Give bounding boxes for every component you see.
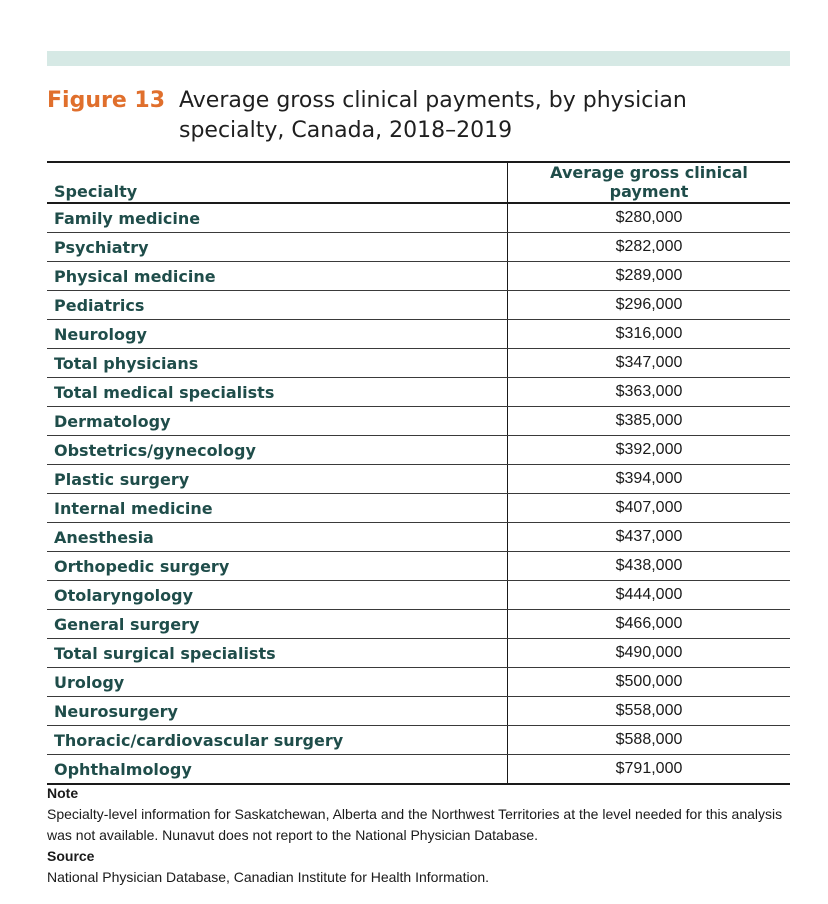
table-row	[47, 726, 790, 755]
table-row	[47, 436, 790, 465]
specialty-cell: Psychiatry	[47, 233, 508, 262]
specialty-cell: Obstetrics/gynecology	[47, 436, 508, 465]
specialty-cell: Total surgical specialists	[47, 639, 508, 668]
payment-cell: $385,000	[508, 407, 791, 436]
table-header-row	[47, 162, 790, 203]
specialty-cell: Neurology	[47, 320, 508, 349]
table-row	[47, 465, 790, 494]
note-text: Specialty-level information for Saskatchewan, Alberta and the Northwest Territories at the level needed for this analysis was not available. Nunavut does not report to the National Physician Database.	[47, 806, 783, 843]
note-heading: Note	[47, 785, 79, 801]
specialty-cell: Orthopedic surgery	[47, 552, 508, 581]
specialty-cell: Thoracic/cardiovascular surgery	[47, 726, 508, 755]
specialty-cell: Plastic surgery	[47, 465, 508, 494]
figure-caption: Average gross clinical payments, by physician specialty, Canada, 2018–2019	[179, 88, 687, 143]
payment-cell: $444,000	[508, 581, 791, 610]
specialty-cell: Ophthalmology	[47, 755, 508, 785]
payment-cell: $407,000	[508, 494, 791, 523]
top-band	[47, 51, 790, 66]
table-row	[47, 349, 790, 378]
figure-label: Figure 13	[47, 88, 166, 113]
specialty-cell: Internal medicine	[47, 494, 508, 523]
payment-cell: $296,000	[508, 291, 791, 320]
table-row	[47, 523, 790, 552]
table-row	[47, 203, 790, 233]
table-body	[47, 203, 790, 784]
table-row	[47, 320, 790, 349]
specialty-cell: General surgery	[47, 610, 508, 639]
table-row	[47, 233, 790, 262]
table-row	[47, 581, 790, 610]
payments-table	[47, 161, 790, 785]
specialty-cell: Anesthesia	[47, 523, 508, 552]
specialty-cell: Urology	[47, 668, 508, 697]
payment-cell: $289,000	[508, 262, 791, 291]
source-heading: Source	[47, 848, 95, 864]
figure-title	[47, 86, 790, 146]
table-row	[47, 697, 790, 726]
table-row	[47, 494, 790, 523]
payment-cell: $588,000	[508, 726, 791, 755]
specialty-cell: Otolaryngology	[47, 581, 508, 610]
table-row	[47, 378, 790, 407]
column-header-payment: Average gross clinical payment	[508, 162, 791, 203]
payment-cell: $347,000	[508, 349, 791, 378]
table-row	[47, 552, 790, 581]
specialty-cell: Total medical specialists	[47, 378, 508, 407]
specialty-cell: Family medicine	[47, 203, 508, 233]
column-header-specialty: Specialty	[47, 162, 508, 203]
payment-cell: $500,000	[508, 668, 791, 697]
payment-cell: $316,000	[508, 320, 791, 349]
table-row	[47, 262, 790, 291]
payment-cell: $791,000	[508, 755, 791, 785]
table-row	[47, 291, 790, 320]
payment-cell: $280,000	[508, 203, 791, 233]
specialty-cell: Neurosurgery	[47, 697, 508, 726]
table-row	[47, 755, 790, 785]
payment-cell: $437,000	[508, 523, 791, 552]
payment-cell: $438,000	[508, 552, 791, 581]
specialty-cell: Physical medicine	[47, 262, 508, 291]
table-row	[47, 639, 790, 668]
specialty-cell: Total physicians	[47, 349, 508, 378]
source-text: National Physician Database, Canadian Institute for Health Information.	[47, 869, 490, 885]
payment-cell: $363,000	[508, 378, 791, 407]
notes-section	[47, 783, 797, 888]
payment-cell: $466,000	[508, 610, 791, 639]
table-row	[47, 668, 790, 697]
payment-cell: $392,000	[508, 436, 791, 465]
specialty-cell: Dermatology	[47, 407, 508, 436]
table-row	[47, 407, 790, 436]
table-row	[47, 610, 790, 639]
payment-cell: $282,000	[508, 233, 791, 262]
payment-cell: $558,000	[508, 697, 791, 726]
specialty-cell: Pediatrics	[47, 291, 508, 320]
payment-cell: $394,000	[508, 465, 791, 494]
payment-cell: $490,000	[508, 639, 791, 668]
